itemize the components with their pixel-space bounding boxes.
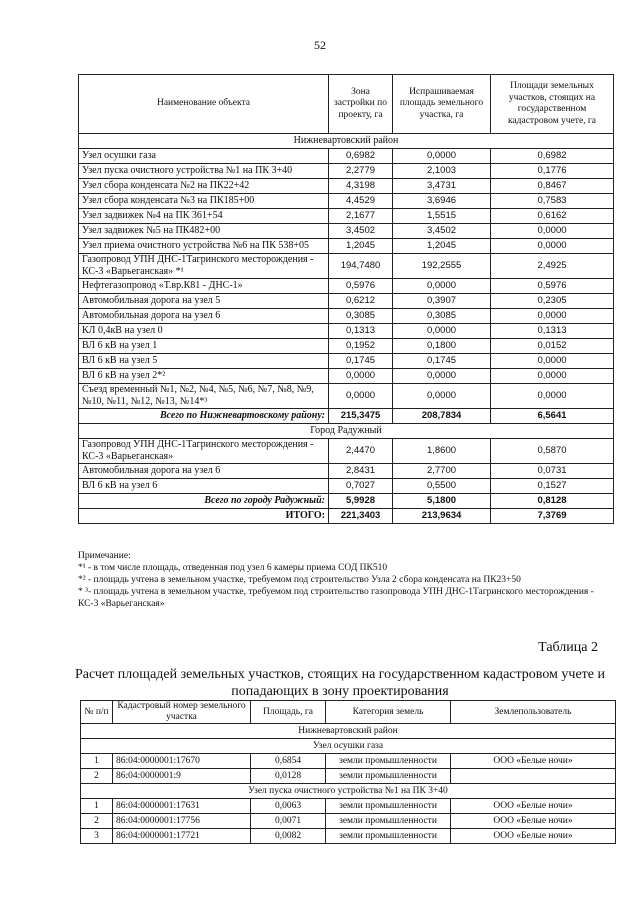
zone-value: 3,4502	[329, 224, 393, 239]
page-number: 52	[314, 38, 326, 52]
object-name: Узел сбора конденсата №2 на ПК22+42	[79, 179, 329, 194]
registered-value: 0,8128	[491, 494, 614, 509]
object-name: Автомобильная дорога на узел 6	[79, 464, 329, 479]
section-label: Город Радужный	[79, 424, 614, 439]
zone-value: 0,0000	[329, 369, 393, 384]
requested-value: 2,7700	[393, 464, 491, 479]
registered-value: 0,6982	[491, 149, 614, 164]
table-body	[81, 724, 616, 844]
requested-value: 0,1745	[393, 354, 491, 369]
requested-value: 0,0000	[393, 279, 491, 294]
requested-value: 0,0000	[393, 384, 491, 409]
land-category: земли промышленности	[326, 754, 451, 769]
object-name: Всего по городу Радужный:	[79, 494, 329, 509]
object-name: Нефтегазопровод «Т.вр.К81 - ДНС-1»	[79, 279, 329, 294]
cadastral-number: 86:04:0000001:9	[113, 769, 251, 784]
note-3: * ³- площадь учтена в земельном участке, требуемом под строительство газопровода УПН ДНС-1Тагринского месторождения - КС-3 «Варьеганская»	[78, 587, 594, 609]
header-area: Площадь, га	[251, 701, 326, 724]
table-row	[79, 324, 614, 339]
subtotal-row	[79, 494, 614, 509]
table-header-row	[81, 701, 616, 724]
registered-value: 0,0000	[491, 309, 614, 324]
zone-value: 0,0000	[329, 384, 393, 409]
registered-value: 0,0000	[491, 384, 614, 409]
object-name: Узел задвижек №5 на ПК482+00	[79, 224, 329, 239]
row-number: 3	[81, 829, 113, 844]
note-2: *² - площадь учтена в земельном участке, требуемом под строительство Узла 2 сбора конденсата на ПК23+50	[78, 575, 521, 585]
group-row	[81, 739, 616, 754]
table-row	[81, 754, 616, 769]
header-zone: Зона застройки по проекту, га	[329, 75, 393, 134]
table-row	[81, 829, 616, 844]
object-name: Узел пуска очистного устройства №1 на ПК 3+40	[79, 164, 329, 179]
district-row	[81, 724, 616, 739]
table-header-row	[79, 75, 614, 134]
grand-total-row	[79, 509, 614, 524]
zone-value: 0,3085	[329, 309, 393, 324]
object-name: ИТОГО:	[79, 509, 329, 524]
zone-value: 2,4470	[329, 439, 393, 464]
requested-value: 0,1800	[393, 339, 491, 354]
section-label: Узел осушки газа	[81, 739, 616, 754]
zone-value: 0,1745	[329, 354, 393, 369]
table-row	[81, 769, 616, 784]
zone-value: 0,5976	[329, 279, 393, 294]
header-name: Наименование объекта	[79, 75, 329, 134]
area-value: 0,0128	[251, 769, 326, 784]
table-row	[79, 279, 614, 294]
land-user: ООО «Белые ночи»	[451, 814, 616, 829]
note-1: *¹ - в том числе площадь, отведенная под узел 6 камеры приема СОД ПК510	[78, 563, 388, 573]
table-row	[79, 164, 614, 179]
registered-value: 0,0152	[491, 339, 614, 354]
requested-value: 0,0000	[393, 324, 491, 339]
object-name: ВЛ 6 кВ на узел 2*²	[79, 369, 329, 384]
row-number: 2	[81, 769, 113, 784]
requested-value: 1,8600	[393, 439, 491, 464]
registered-value: 7,3769	[491, 509, 614, 524]
row-number: 1	[81, 799, 113, 814]
table2-label: Таблица 2	[538, 640, 598, 655]
table-row	[79, 479, 614, 494]
land-user: ООО «Белые ночи»	[451, 754, 616, 769]
area-value: 0,0082	[251, 829, 326, 844]
header-user: Землепользователь	[451, 701, 616, 724]
requested-value: 5,1800	[393, 494, 491, 509]
requested-value: 0,5500	[393, 479, 491, 494]
zone-value: 221,3403	[329, 509, 393, 524]
zone-value: 194,7480	[329, 254, 393, 279]
requested-value: 3,4731	[393, 179, 491, 194]
header-registered: Площади земельных участков, стоящих на государственном кадастровом учете, га	[491, 75, 614, 134]
cadastral-table	[80, 700, 616, 844]
zone-value: 0,6982	[329, 149, 393, 164]
table-body	[79, 134, 614, 524]
land-category: земли промышленности	[326, 829, 451, 844]
requested-value: 0,0000	[393, 369, 491, 384]
table-row	[79, 224, 614, 239]
registered-value: 0,2305	[491, 294, 614, 309]
table2-title: Расчет площадей земельных участков, стоящих на государственном кадастровом учете и попадающих в зону проектирования	[75, 667, 605, 699]
zone-value: 2,2779	[329, 164, 393, 179]
object-name: Всего по Нижневартовскому району:	[79, 409, 329, 424]
registered-value: 0,6162	[491, 209, 614, 224]
area-value: 0,6854	[251, 754, 326, 769]
table-row	[79, 194, 614, 209]
requested-value: 1,5515	[393, 209, 491, 224]
land-category: земли промышленности	[326, 799, 451, 814]
object-name: ВЛ 6 кВ на узел 6	[79, 479, 329, 494]
header-requested: Испрашиваемая площадь земельного участка, га	[393, 75, 491, 134]
requested-value: 3,4502	[393, 224, 491, 239]
object-name: ВЛ 6 кВ на узел 5	[79, 354, 329, 369]
object-name: Автомобильная дорога на узел 5	[79, 294, 329, 309]
registered-value: 0,1527	[491, 479, 614, 494]
object-name: Узел сбора конденсата №3 на ПК185+00	[79, 194, 329, 209]
registered-value: 0,0000	[491, 239, 614, 254]
table-row	[79, 369, 614, 384]
land-user: ООО «Белые ночи»	[451, 799, 616, 814]
header-no: № п/п	[81, 701, 113, 724]
land-user	[451, 769, 616, 784]
cadastral-number: 86:04:0000001:17721	[113, 829, 251, 844]
zone-value: 215,3475	[329, 409, 393, 424]
object-name: Узел задвижек №4 на ПК 361+54	[79, 209, 329, 224]
requested-value: 213,9634	[393, 509, 491, 524]
notes-title: Примечание:	[78, 551, 131, 561]
zone-value: 0,7027	[329, 479, 393, 494]
zone-value: 1,2045	[329, 239, 393, 254]
table-row	[79, 464, 614, 479]
subtotal-row	[79, 409, 614, 424]
registered-value: 0,8467	[491, 179, 614, 194]
zone-value: 0,1313	[329, 324, 393, 339]
table-row	[79, 354, 614, 369]
table-row	[79, 384, 614, 409]
object-name: ВЛ 6 кВ на узел 1	[79, 339, 329, 354]
section-row	[79, 424, 614, 439]
object-name: КЛ 0,4кВ на узел 0	[79, 324, 329, 339]
notes-block	[78, 550, 613, 610]
section-label: Узел пуска очистного устройства №1 на ПК 3+40	[81, 784, 616, 799]
requested-value: 192,2555	[393, 254, 491, 279]
table-row	[79, 149, 614, 164]
table-row	[81, 814, 616, 829]
land-category: земли промышленности	[326, 769, 451, 784]
object-name: Узел приема очистного устройства №6 на ПК 538+05	[79, 239, 329, 254]
zone-value: 5,9928	[329, 494, 393, 509]
requested-value: 0,3907	[393, 294, 491, 309]
table-row	[79, 254, 614, 279]
area-value: 0,0071	[251, 814, 326, 829]
section-row	[79, 134, 614, 149]
table-row	[79, 309, 614, 324]
zone-value: 0,6212	[329, 294, 393, 309]
zone-value: 2,1677	[329, 209, 393, 224]
object-name: Узел осушки газа	[79, 149, 329, 164]
requested-value: 1,2045	[393, 239, 491, 254]
object-name: Газопровод УПН ДНС-1Тагринского месторождения - КС-3 «Варьеганская» *¹	[79, 254, 329, 279]
requested-value: 3,6946	[393, 194, 491, 209]
header-category: Категория земель	[326, 701, 451, 724]
table-row	[81, 799, 616, 814]
zone-value: 4,3198	[329, 179, 393, 194]
requested-value: 208,7834	[393, 409, 491, 424]
group-row	[81, 784, 616, 799]
row-number: 2	[81, 814, 113, 829]
zone-value: 4,4529	[329, 194, 393, 209]
table-row	[79, 339, 614, 354]
registered-value: 2,4925	[491, 254, 614, 279]
registered-value: 0,7583	[491, 194, 614, 209]
registered-value: 0,1313	[491, 324, 614, 339]
requested-value: 0,3085	[393, 309, 491, 324]
cadastral-number: 86:04:0000001:17631	[113, 799, 251, 814]
header-cadastral: Кадастровый номер земельного участка	[113, 701, 251, 724]
registered-value: 0,0000	[491, 354, 614, 369]
registered-value: 0,0000	[491, 224, 614, 239]
land-category: земли промышленности	[326, 814, 451, 829]
table-row	[79, 294, 614, 309]
cadastral-number: 86:04:0000001:17670	[113, 754, 251, 769]
object-name: Автомобильная дорога на узел 6	[79, 309, 329, 324]
land-user: ООО «Белые ночи»	[451, 829, 616, 844]
registered-value: 0,5870	[491, 439, 614, 464]
table-row	[79, 239, 614, 254]
registered-value: 0,0000	[491, 369, 614, 384]
requested-value: 2,1003	[393, 164, 491, 179]
object-name: Газопровод УПН ДНС-1Тагринского месторождения - КС-3 «Варьеганская»	[79, 439, 329, 464]
area-value: 0,0063	[251, 799, 326, 814]
registered-value: 0,1776	[491, 164, 614, 179]
zone-value: 0,1952	[329, 339, 393, 354]
registered-value: 6,5641	[491, 409, 614, 424]
table-row	[79, 179, 614, 194]
table-row	[79, 439, 614, 464]
row-number: 1	[81, 754, 113, 769]
land-area-table	[78, 74, 614, 524]
registered-value: 0,5976	[491, 279, 614, 294]
requested-value: 0,0000	[393, 149, 491, 164]
object-name: Съезд временный №1, №2, №4, №5, №6, №7, №8, №9, №10, №11, №12, №13, №14*³	[79, 384, 329, 409]
table-row	[79, 209, 614, 224]
cadastral-number: 86:04:0000001:17756	[113, 814, 251, 829]
section-label: Нижневартовский район	[81, 724, 616, 739]
registered-value: 0,0731	[491, 464, 614, 479]
section-label: Нижневартовский район	[79, 134, 614, 149]
zone-value: 2,8431	[329, 464, 393, 479]
